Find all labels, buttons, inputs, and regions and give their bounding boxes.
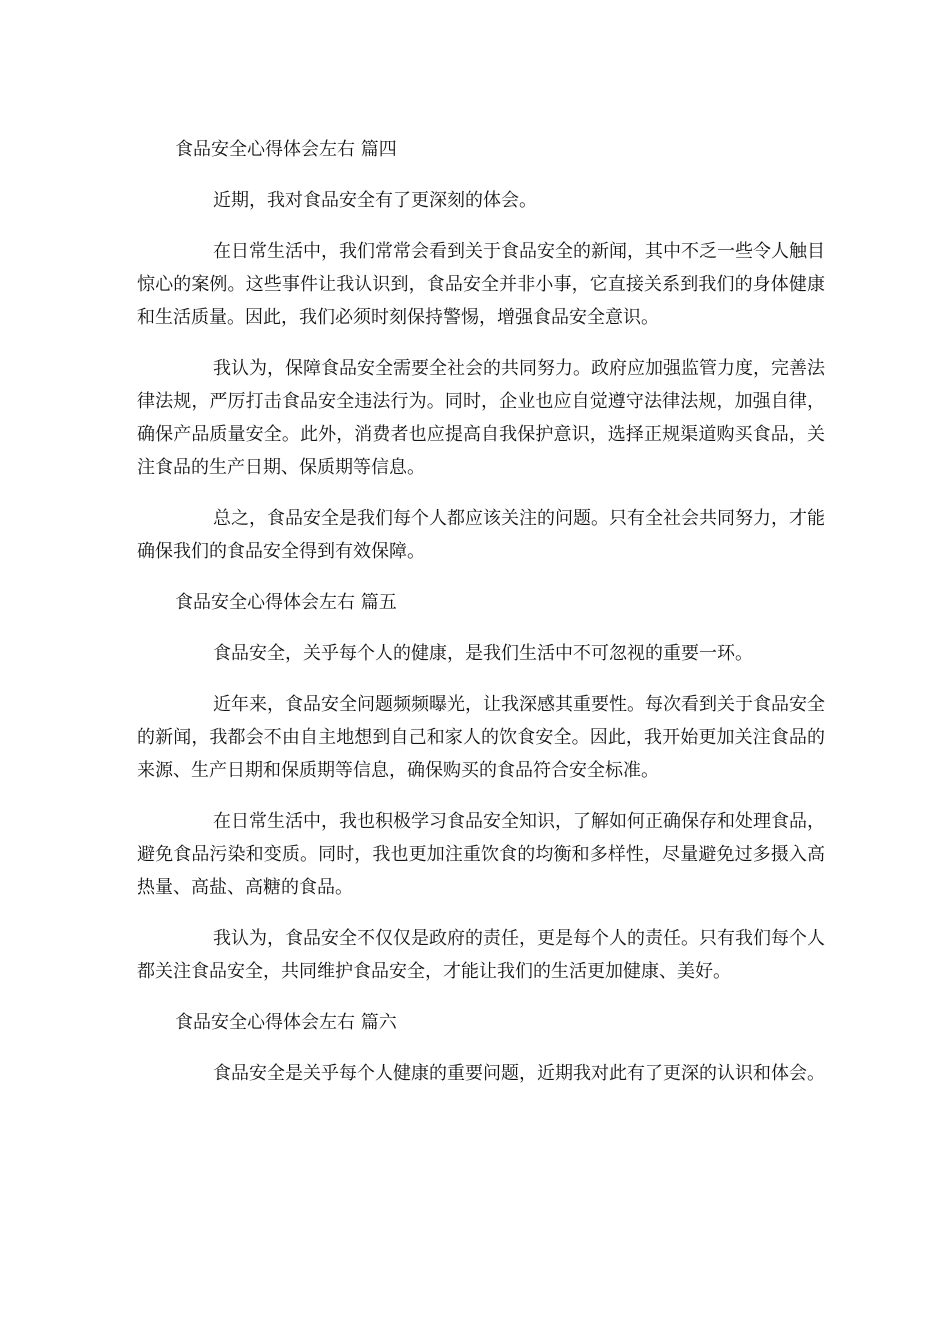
section-heading-5: 食品安全心得体会左右 篇五 (175, 592, 397, 613)
paragraph: 在日常生活中，我们常常会看到关于食品安全的新闻，其中不乏一些令人触目惊心的案例。这些事件让我认识到，食品安全并非小事，它直接关系到我们的身体健康和生活质量。因此，我们必须时刻保持警惕，增强食品安全意识。 (137, 241, 825, 328)
spacer (137, 484, 825, 502)
paragraph: 近期，我对食品安全有了更深刻的体会。 (213, 190, 537, 211)
spacer (137, 166, 825, 184)
spacer (137, 568, 825, 586)
spacer (137, 787, 825, 805)
spacer (137, 334, 825, 352)
section-heading-4: 食品安全心得体会左右 篇四 (175, 139, 397, 160)
spacer (137, 217, 825, 235)
spacer (137, 1039, 825, 1057)
spacer (137, 904, 825, 922)
spacer (137, 670, 825, 688)
paragraph: 食品安全是关乎每个人健康的重要问题，近期我对此有了更深的认识和体会。 (213, 1063, 825, 1084)
section-heading-6: 食品安全心得体会左右 篇六 (175, 1012, 397, 1033)
paragraph: 近年来，食品安全问题频频曝光，让我深感其重要性。每次看到关于食品安全的新闻，我都会不由自主地想到自己和家人的饮食安全。因此，我开始更加关注食品的来源、生产日期和保质期等信息，确保购买的食品符合安全标准。 (137, 694, 825, 781)
paragraph: 在日常生活中，我也积极学习食品安全知识，了解如何正确保存和处理食品，避免食品污染和变质。同时，我也更加注重饮食的均衡和多样性，尽量避免过多摄入高热量、高盐、高糖的食品。 (137, 811, 825, 898)
document-body (137, 133, 825, 1090)
paragraph: 总之，食品安全是我们每个人都应该关注的问题。只有全社会共同努力，才能确保我们的食品安全得到有效保障。 (137, 508, 825, 562)
spacer (137, 988, 825, 1006)
paragraph: 我认为，保障食品安全需要全社会的共同努力。政府应加强监管力度，完善法律法规，严厉打击食品安全违法行为。同时，企业也应自觉遵守法律法规，加强自律，确保产品质量安全。此外，消费者也应提高自我保护意识，选择正规渠道购买食品，关注食品的生产日期、保质期等信息。 (137, 358, 825, 478)
paragraph: 我认为，食品安全不仅仅是政府的责任，更是每个人的责任。只有我们每个人都关注食品安全，共同维护食品安全，才能让我们的生活更加健康、美好。 (137, 928, 825, 982)
paragraph: 食品安全，关乎每个人的健康，是我们生活中不可忽视的重要一环。 (213, 643, 753, 664)
spacer (137, 619, 825, 637)
